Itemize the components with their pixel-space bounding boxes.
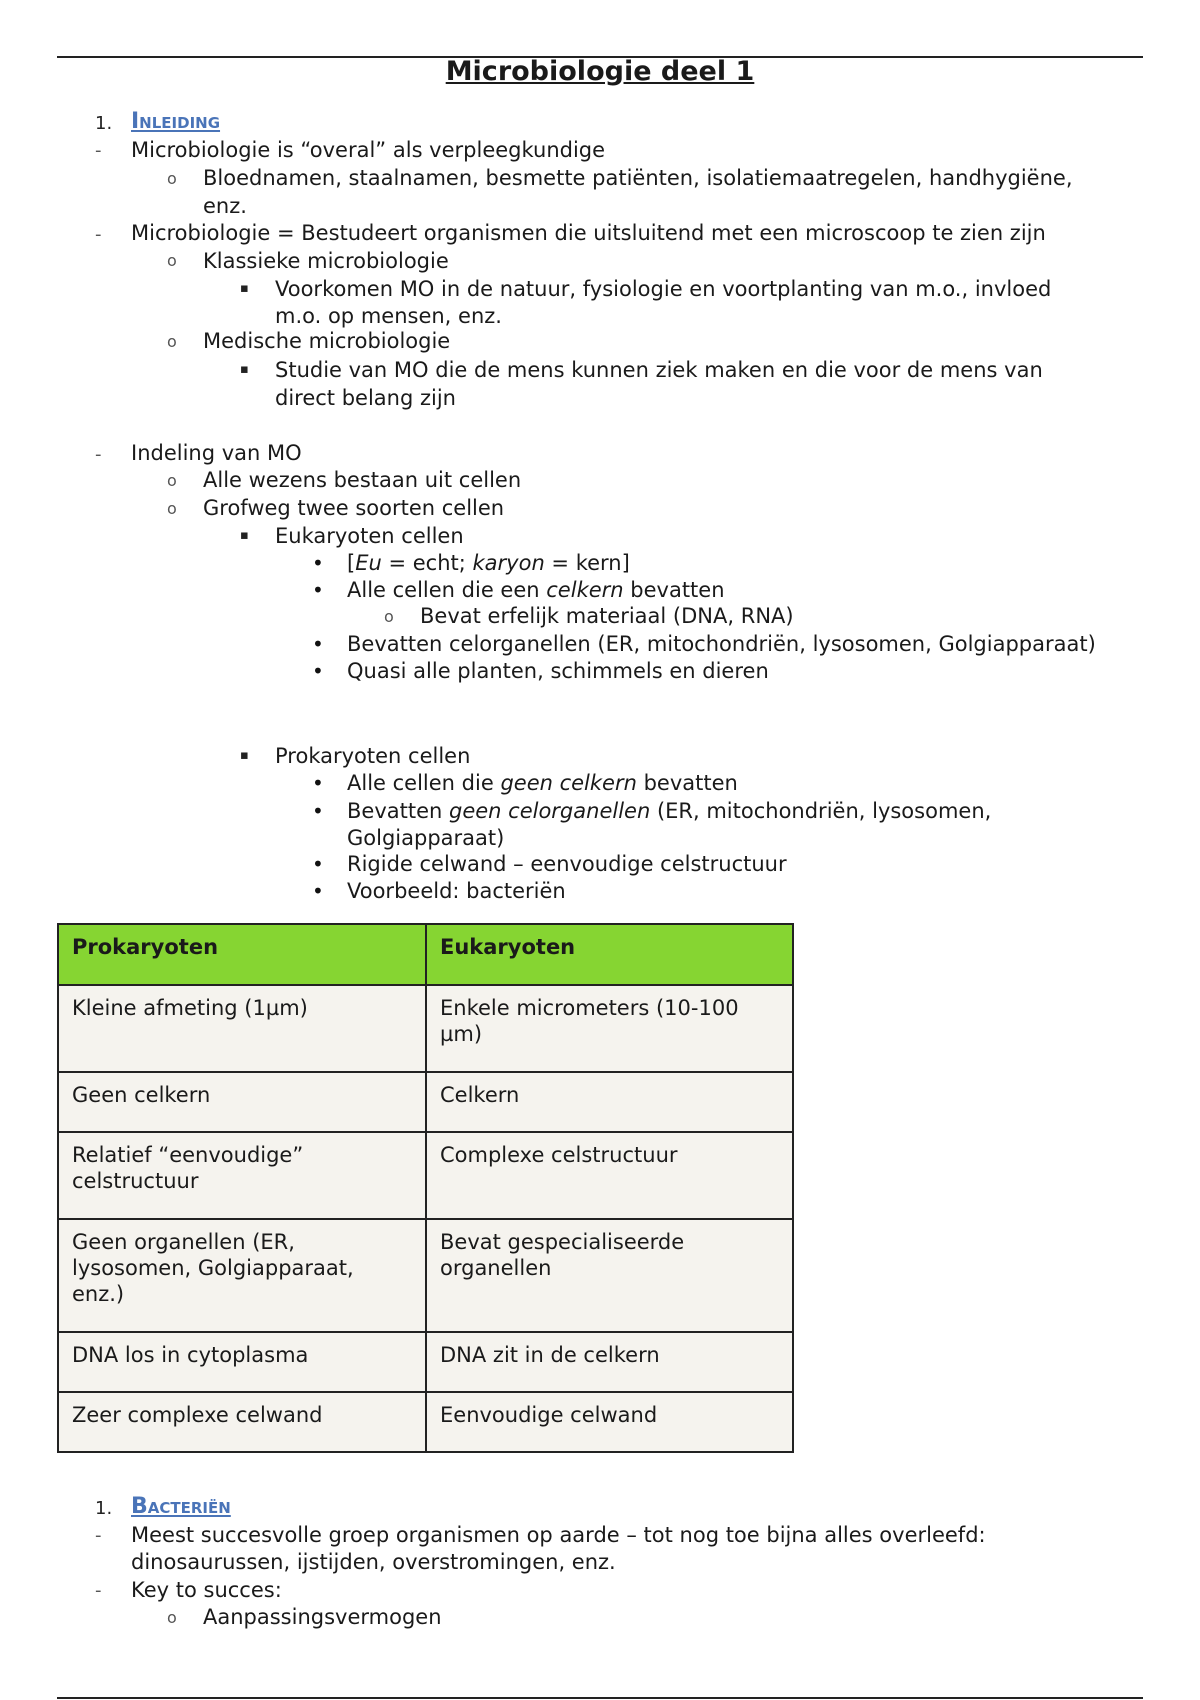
dot-marker: • — [312, 632, 324, 656]
section-heading-inleiding: Inleiding — [131, 109, 221, 134]
list-item: Grofweg twee soorten cellen — [203, 496, 505, 520]
circle-marker: o — [167, 499, 177, 518]
table-cell: Complexe celstructuur — [426, 1132, 793, 1219]
circle-marker: o — [384, 607, 394, 626]
section-heading-bacterien: Bacteriën — [131, 1494, 231, 1519]
list-item: Quasi alle planten, schimmels en dieren — [347, 659, 769, 683]
dash-marker: - — [95, 1580, 102, 1601]
list-item: Alle cellen die een celkern bevatten — [347, 578, 725, 602]
list-item: Prokaryoten cellen — [275, 744, 471, 768]
list-item: Aanpassingsvermogen — [203, 1605, 442, 1629]
list-item: Eukaryoten cellen — [275, 524, 464, 548]
list-item: Voorbeeld: bacteriën — [347, 879, 566, 903]
table-row — [58, 1392, 793, 1452]
list-item: Medische microbiologie — [203, 329, 451, 353]
list-item: Key to succes: — [131, 1578, 282, 1602]
dot-marker: • — [312, 852, 324, 876]
list-item: direct belang zijn — [275, 386, 456, 410]
table-cell: Geen celkern — [58, 1072, 426, 1132]
list-item: Golgiapparaat) — [347, 826, 505, 850]
section-number: 1. — [95, 113, 113, 134]
circle-marker: o — [167, 1608, 177, 1627]
table-row — [58, 1132, 793, 1219]
table-header-row — [58, 924, 793, 985]
dash-marker: - — [95, 1525, 102, 1546]
table-cell: Geen organellen (ER, lysosomen, Golgiapparaat, enz.) — [58, 1219, 426, 1332]
list-item-etymology: [Eu = echt; karyon = kern] — [347, 551, 630, 575]
list-item: Microbiologie = Bestudeert organismen die uitsluitend met een microscoop te zien zijn — [131, 221, 1046, 245]
dot-marker: • — [312, 578, 324, 602]
square-marker: ▪ — [240, 281, 249, 296]
list-item: Meest succesvolle groep organismen op aarde – tot nog toe bijna alles overleefd: — [131, 1523, 986, 1547]
section-number: 1. — [95, 1498, 113, 1519]
square-marker: ▪ — [240, 528, 249, 543]
list-item: m.o. op mensen, enz. — [275, 304, 502, 328]
list-item: enz. — [203, 194, 247, 218]
list-item: Rigide celwand – eenvoudige celstructuur — [347, 852, 787, 876]
table-row — [58, 1072, 793, 1132]
table-cell: Bevat gespecialiseerde organellen — [426, 1219, 793, 1332]
comparison-table — [57, 923, 794, 1453]
list-item: Alle wezens bestaan uit cellen — [203, 468, 522, 492]
list-item: Indeling van MO — [131, 441, 302, 465]
table-cell: Kleine afmeting (1µm) — [58, 985, 426, 1072]
list-item: Studie van MO die de mens kunnen ziek maken en die voor de mens van — [275, 358, 1043, 382]
table-header-prokaryoten: Prokaryoten — [58, 924, 426, 985]
square-marker: ▪ — [240, 362, 249, 377]
circle-marker: o — [167, 169, 177, 188]
table-row — [58, 985, 793, 1072]
circle-marker: o — [167, 251, 177, 270]
list-item: Bloednamen, staalnamen, besmette patiënten, isolatiemaatregelen, handhygiëne, — [203, 166, 1073, 190]
table-header-eukaryoten: Eukaryoten — [426, 924, 793, 985]
dash-marker: - — [95, 444, 102, 465]
bottom-rule — [57, 1697, 1143, 1699]
page-title: Microbiologie deel 1 — [445, 56, 755, 87]
dot-marker: • — [312, 799, 324, 823]
table-cell: DNA los in cytoplasma — [58, 1332, 426, 1392]
circle-marker: o — [167, 471, 177, 490]
circle-marker: o — [167, 332, 177, 351]
list-item: Klassieke microbiologie — [203, 249, 449, 273]
list-item: dinosaurussen, ijstijden, overstromingen, enz. — [131, 1550, 616, 1574]
table-row — [58, 1219, 793, 1332]
dot-marker: • — [312, 551, 324, 575]
dot-marker: • — [312, 771, 324, 795]
dot-marker: • — [312, 659, 324, 683]
dash-marker: - — [95, 224, 102, 245]
table-cell: Relatief “eenvoudige” celstructuur — [58, 1132, 426, 1219]
dot-marker: • — [312, 879, 324, 903]
list-item: Voorkomen MO in de natuur, fysiologie en voortplanting van m.o., invloed — [275, 277, 1052, 301]
list-item: Bevat erfelijk materiaal (DNA, RNA) — [420, 604, 794, 628]
list-item: Microbiologie is “overal” als verpleegkundige — [131, 138, 606, 162]
list-item: Bevatten celorganellen (ER, mitochondriën, lysosomen, Golgiapparaat) — [347, 632, 1096, 656]
table-cell: Zeer complexe celwand — [58, 1392, 426, 1452]
table-cell: DNA zit in de celkern — [426, 1332, 793, 1392]
list-item: Bevatten geen celorganellen (ER, mitochondriën, lysosomen, — [347, 799, 992, 823]
table-cell: Celkern — [426, 1072, 793, 1132]
table-cell: Enkele micrometers (10-100 µm) — [426, 985, 793, 1072]
table-row — [58, 1332, 793, 1392]
square-marker: ▪ — [240, 748, 249, 763]
list-item: Alle cellen die geen celkern bevatten — [347, 771, 738, 795]
table-cell: Eenvoudige celwand — [426, 1392, 793, 1452]
dash-marker: - — [95, 140, 102, 161]
